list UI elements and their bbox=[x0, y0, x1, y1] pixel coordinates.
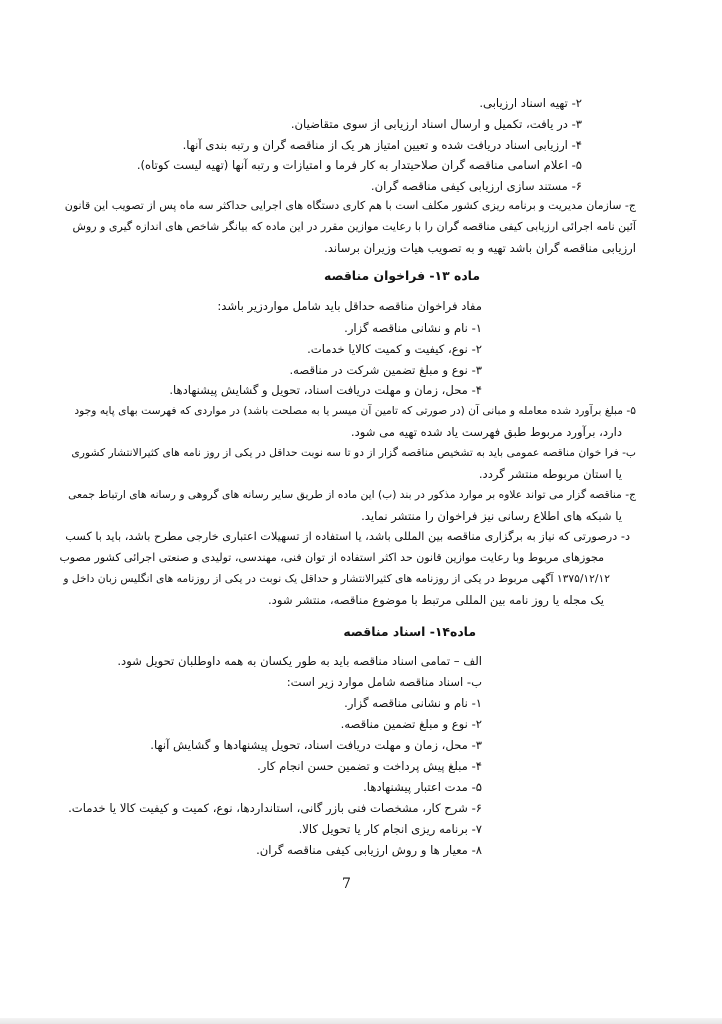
text-line: ۲- تهیه اسناد ارزیابی. bbox=[479, 96, 582, 110]
text-line: د- درصورتی که نیاز به برگزاری مناقصه بین المللی باشد، یا استفاده از تسهیلات اعتباری خارجی مطرح باشد، باید با کسب bbox=[65, 530, 630, 543]
text-line: ب- اسناد مناقصه شامل موارد زیر است: bbox=[286, 675, 482, 689]
text-line: ۸- معیار ها و روش ارزیابی کیفی مناقصه گران. bbox=[256, 843, 482, 857]
page-edge bbox=[0, 1018, 722, 1024]
text-line: ۵- مبلغ برآورد شده معامله و مبانی آن (در صورتی که تامین آن میسر یا به مصلحت باشد) در مواردی که فهرست بهای پایه وجود bbox=[74, 404, 636, 417]
text-line: ۷- برنامه ریزی انجام کار یا تحویل کالا. bbox=[298, 822, 482, 836]
text-line: ۴- محل، زمان و مهلت دریافت اسناد، تحویل و گشایش پیشنهادها. bbox=[169, 383, 482, 397]
text-line: ارزیابی مناقصه گران باشد تهیه و به تصویب هیات وزیران برساند. bbox=[324, 241, 636, 255]
text-line: ۴- مبلغ پیش پرداخت و تضمین حسن انجام کار. bbox=[257, 759, 482, 773]
text-line: ۵- مدت اعتبار پیشنهادها. bbox=[363, 780, 482, 794]
article-13-heading: ماده ۱۳- فراخوان مناقصه bbox=[323, 268, 480, 283]
text-line: ۲- نوع و مبلغ تضمین مناقصه. bbox=[340, 717, 482, 731]
article-14-heading: ماده۱۴- اسناد مناقصه bbox=[343, 624, 476, 639]
text-line: ۱- نام و نشانی مناقصه گزار. bbox=[344, 321, 482, 335]
text-line: ۱۳۷۵/۱۲/۱۲ آگهی مربوط در یکی از روزنامه های کثیرالانتشار و حداقل یک نوبت در یکی از روزنامه های انگلیس زبان داخل و bbox=[63, 572, 610, 585]
text-line: الف – تمامی اسناد مناقصه باید به طور یکسان به همه داوطلبان تحویل شود. bbox=[117, 654, 482, 668]
text-line: دارد، برآورد مربوط طبق فهرست یاد شده تهیه می شود. bbox=[350, 425, 622, 439]
text-line: آئین نامه اجرائی ارزیابی کیفی مناقصه گران را با رعایت موازین مقرر در این ماده که بیانگر شاخص های اندازه گیری و روش bbox=[72, 220, 636, 233]
text-line: مفاد فراخوان مناقصه حداقل باید شامل مواردزیر باشد: bbox=[217, 299, 482, 313]
text-line: ۶- شرح کار، مشخصات فنی بازر گانی، استانداردها، نوع، کمیت و کیفیت کالا یا خدمات. bbox=[68, 801, 482, 815]
text-line: ج- سازمان مدیریت و برنامه ریزی کشور مکلف است با هم کاری دستگاه های اجرایی حداکثر سه ماه پس از تصویب این قانون bbox=[64, 199, 636, 212]
text-line: ۶- مستند سازی ارزیابی کیفی مناقصه گران. bbox=[370, 179, 582, 193]
text-line: ب- فرا خوان مناقصه عمومی باید به تشخیص مناقصه گزار از دو تا سه نوبت حداقل در یکی از روز نامه های کثیرالانتشار کشوری bbox=[71, 446, 636, 459]
text-line: ۳- در یافت، تکمیل و ارسال اسناد ارزیابی از سوی متقاضیان. bbox=[290, 117, 582, 131]
text-line: ج- مناقصه گزار می تواند علاوه بر موارد مذکور در بند (ب) این ماده از طریق سایر رسانه های گروهی و رسانه های ارتباط جمعی bbox=[68, 488, 636, 501]
text-line: ۲- نوع، کیفیت و کمیت کالایا خدمات. bbox=[307, 342, 482, 356]
text-line: یا استان مربوطه منتشر گردد. bbox=[478, 467, 622, 481]
text-line: ۵- اعلام اسامی مناقصه گران صلاحیتدار به کار فرما و امتیازات و رتبه آنها (تهیه لیست کوتاه). bbox=[136, 158, 582, 172]
page-number: 7 bbox=[342, 876, 351, 892]
text-line: ۴- ارزیابی اسناد دریافت شده و تعیین امتیاز هر یک از مناقصه گران و رتبه بندی آنها. bbox=[182, 138, 582, 152]
text-line: ۱- نام و نشانی مناقصه گزار. bbox=[344, 696, 482, 710]
text-line: یک مجله یا روز نامه بین المللی مرتبط با موضوع مناقصه، منتشر شود. bbox=[267, 593, 604, 607]
text-line: ۳- محل، زمان و مهلت دریافت اسناد، تحویل پیشنهادها و گشایش آنها. bbox=[150, 738, 482, 752]
text-line: ۳- نوع و مبلغ تضمین شرکت در مناقصه. bbox=[289, 363, 482, 377]
text-line: مجوزهای مربوط وبا رعایت موازین قانون حد اکثر استفاده از توان فنی، مهندسی، تولیدی و صنعتی اجرائی کشور مصوب bbox=[59, 551, 604, 564]
text-line: یا شبکه های اطلاع رسانی نیز فراخوان را منتشر نماید. bbox=[361, 509, 622, 523]
